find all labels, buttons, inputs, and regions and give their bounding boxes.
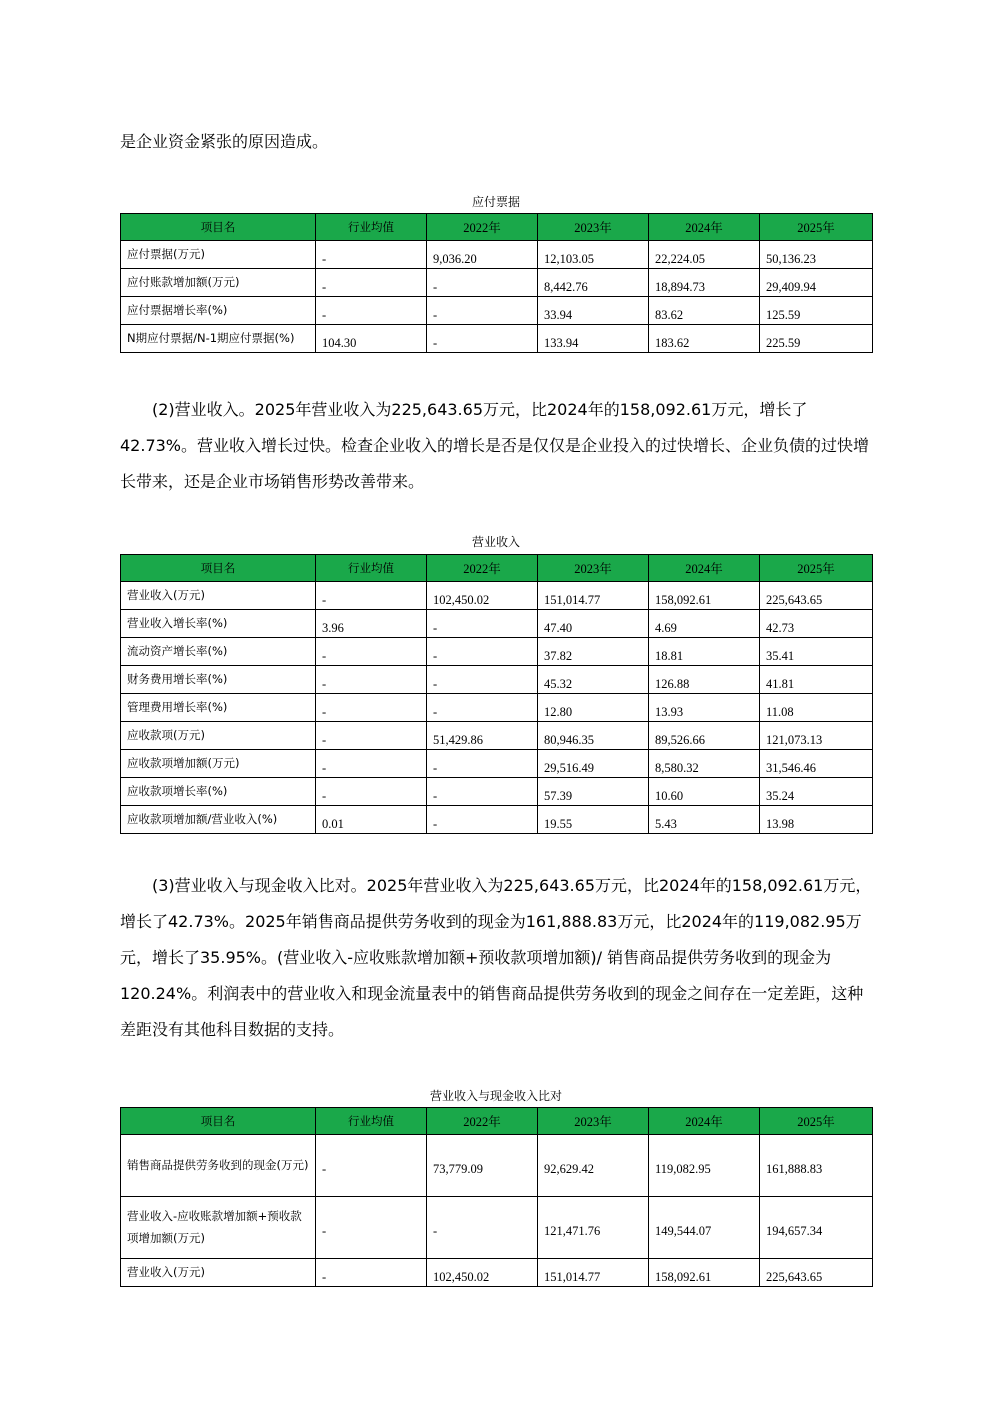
table-row bbox=[121, 638, 873, 666]
value-cell: 5.43 bbox=[649, 806, 760, 834]
value-cell: - bbox=[427, 1197, 538, 1259]
table-row bbox=[121, 1135, 873, 1197]
value-cell: 158,092.61 bbox=[649, 1259, 760, 1287]
value-cell: - bbox=[316, 666, 427, 694]
value-cell: 10.60 bbox=[649, 778, 760, 806]
value-cell: 35.41 bbox=[760, 638, 873, 666]
header-cell: 项目名 bbox=[121, 214, 316, 241]
row-label-cell: 应付票据增长率(%) bbox=[121, 297, 316, 325]
value-cell: 13.93 bbox=[649, 694, 760, 722]
value-cell: 12,103.05 bbox=[538, 241, 649, 269]
row-label-cell: 应收款项(万元) bbox=[121, 722, 316, 750]
header-cell: 行业均值 bbox=[316, 1108, 427, 1135]
header-cell: 2023年 bbox=[538, 214, 649, 241]
header-cell: 项目名 bbox=[121, 555, 316, 582]
value-cell: 11.08 bbox=[760, 694, 873, 722]
value-cell: 8,442.76 bbox=[538, 269, 649, 297]
header-cell: 2023年 bbox=[538, 1108, 649, 1135]
value-cell: - bbox=[316, 778, 427, 806]
row-label-cell: 流动资产增长率(%) bbox=[121, 638, 316, 666]
notes-payable-table bbox=[120, 213, 873, 353]
value-cell: 31,546.46 bbox=[760, 750, 873, 778]
value-cell: 18.81 bbox=[649, 638, 760, 666]
table-header-row bbox=[121, 555, 873, 582]
value-cell: 51,429.86 bbox=[427, 722, 538, 750]
table-row bbox=[121, 241, 873, 269]
header-cell: 2025年 bbox=[760, 214, 873, 241]
value-cell: 83.62 bbox=[649, 297, 760, 325]
value-cell: 121,073.13 bbox=[760, 722, 873, 750]
value-cell: 19.55 bbox=[538, 806, 649, 834]
value-cell: 0.01 bbox=[316, 806, 427, 834]
value-cell: 119,082.95 bbox=[649, 1135, 760, 1197]
value-cell: - bbox=[427, 806, 538, 834]
row-label-cell: 管理费用增长率(%) bbox=[121, 694, 316, 722]
table-row bbox=[121, 722, 873, 750]
value-cell: 183.62 bbox=[649, 325, 760, 353]
value-cell: 126.88 bbox=[649, 666, 760, 694]
table-caption-revenue-cash: 营业收入与现金收入比对 bbox=[429, 1089, 562, 1103]
header-cell: 2022年 bbox=[427, 1108, 538, 1135]
value-cell: 8,580.32 bbox=[649, 750, 760, 778]
table-row bbox=[121, 750, 873, 778]
table-row bbox=[121, 666, 873, 694]
row-label-cell: 营业收入-应收账款增加额+预收款项增加额(万元) bbox=[121, 1197, 316, 1259]
value-cell: 92,629.42 bbox=[538, 1135, 649, 1197]
table-row bbox=[121, 1259, 873, 1287]
table-row bbox=[121, 610, 873, 638]
value-cell: - bbox=[427, 666, 538, 694]
header-cell: 2023年 bbox=[538, 555, 649, 582]
value-cell: 33.94 bbox=[538, 297, 649, 325]
value-cell: 89,526.66 bbox=[649, 722, 760, 750]
paragraph-revenue: (2)营业收入。2025年营业收入为225,643.65万元，比2024年的158,092.61万元，增长了42.73%。营业收入增长过快。检查企业收入的增长是否是仅仅是企业投入的过快增长、企业负债的过快增长带来，还是企业市场销售形势改善带来。 bbox=[120, 400, 870, 491]
value-cell: 80,946.35 bbox=[538, 722, 649, 750]
value-cell: - bbox=[427, 610, 538, 638]
value-cell: 121,471.76 bbox=[538, 1197, 649, 1259]
value-cell: 47.40 bbox=[538, 610, 649, 638]
table-row bbox=[121, 269, 873, 297]
value-cell: 149,544.07 bbox=[649, 1197, 760, 1259]
value-cell: 158,092.61 bbox=[649, 582, 760, 610]
table-row bbox=[121, 297, 873, 325]
value-cell: 29,409.94 bbox=[760, 269, 873, 297]
value-cell: - bbox=[427, 750, 538, 778]
value-cell: 125.59 bbox=[760, 297, 873, 325]
row-label-cell: 应付票据(万元) bbox=[121, 241, 316, 269]
value-cell: - bbox=[427, 325, 538, 353]
value-cell: - bbox=[427, 694, 538, 722]
value-cell: - bbox=[427, 297, 538, 325]
value-cell: 225.59 bbox=[760, 325, 873, 353]
value-cell: - bbox=[427, 778, 538, 806]
header-cell: 项目名 bbox=[121, 1108, 316, 1135]
value-cell: 3.96 bbox=[316, 610, 427, 638]
table-caption-revenue: 营业收入 bbox=[471, 535, 520, 549]
value-cell: 73,779.09 bbox=[427, 1135, 538, 1197]
value-cell: - bbox=[316, 638, 427, 666]
value-cell: - bbox=[427, 638, 538, 666]
row-label-cell: 营业收入(万元) bbox=[121, 1259, 316, 1287]
row-label-cell: N期应付票据/N-1期应付票据(%) bbox=[121, 325, 316, 353]
value-cell: 37.82 bbox=[538, 638, 649, 666]
row-label-cell: 营业收入增长率(%) bbox=[121, 610, 316, 638]
table-caption-notes-payable: 应付票据 bbox=[471, 195, 520, 209]
header-cell: 2024年 bbox=[649, 555, 760, 582]
row-label-cell: 应付账款增加额(万元) bbox=[121, 269, 316, 297]
table-header-row bbox=[121, 214, 873, 241]
value-cell: 104.30 bbox=[316, 325, 427, 353]
value-cell: 35.24 bbox=[760, 778, 873, 806]
value-cell: - bbox=[316, 694, 427, 722]
value-cell: 151,014.77 bbox=[538, 582, 649, 610]
value-cell: - bbox=[316, 582, 427, 610]
value-cell: 102,450.02 bbox=[427, 582, 538, 610]
table-row bbox=[121, 1197, 873, 1259]
row-label-cell: 应收款项增加额(万元) bbox=[121, 750, 316, 778]
value-cell: 9,036.20 bbox=[427, 241, 538, 269]
header-cell: 2024年 bbox=[649, 214, 760, 241]
value-cell: 12.80 bbox=[538, 694, 649, 722]
table-row bbox=[121, 806, 873, 834]
value-cell: 4.69 bbox=[649, 610, 760, 638]
header-cell: 2024年 bbox=[649, 1108, 760, 1135]
value-cell: 151,014.77 bbox=[538, 1259, 649, 1287]
value-cell: 133.94 bbox=[538, 325, 649, 353]
paragraph-revenue-cash-comparison: (3)营业收入与现金收入比对。2025年营业收入为225,643.65万元，比2024年的158,092.61万元，增长了42.73%。2025年销售商品提供劳务收到的现金为161,888.83万元，比2024年的119,082.95万元，增长了35.95%。(营业收入-应收账款增加额+预收款项增加额)/ 销售商品提供劳务收到的现金为120.24%。利润表中的营业收入和现金流量表中的销售商品提供劳务收到的现金之间存在一定差距，这种差距没有其他科目数据的支持。 bbox=[120, 876, 872, 1039]
value-cell: 13.98 bbox=[760, 806, 873, 834]
table-row bbox=[121, 582, 873, 610]
header-cell: 2025年 bbox=[760, 1108, 873, 1135]
value-cell: - bbox=[316, 722, 427, 750]
row-label-cell: 应收款项增加额/营业收入(%) bbox=[121, 806, 316, 834]
value-cell: 102,450.02 bbox=[427, 1259, 538, 1287]
table-row bbox=[121, 325, 873, 353]
header-cell: 行业均值 bbox=[316, 214, 427, 241]
value-cell: - bbox=[316, 297, 427, 325]
value-cell: 225,643.65 bbox=[760, 582, 873, 610]
table-header-row bbox=[121, 1108, 873, 1135]
value-cell: - bbox=[316, 1197, 427, 1259]
row-label-cell: 营业收入(万元) bbox=[121, 582, 316, 610]
value-cell: 41.81 bbox=[760, 666, 873, 694]
value-cell: 50,136.23 bbox=[760, 241, 873, 269]
value-cell: 161,888.83 bbox=[760, 1135, 873, 1197]
row-label-cell: 应收款项增长率(%) bbox=[121, 778, 316, 806]
header-cell: 行业均值 bbox=[316, 555, 427, 582]
value-cell: - bbox=[316, 750, 427, 778]
value-cell: - bbox=[316, 269, 427, 297]
value-cell: 42.73 bbox=[760, 610, 873, 638]
value-cell: - bbox=[316, 241, 427, 269]
table-row bbox=[121, 778, 873, 806]
value-cell: - bbox=[427, 269, 538, 297]
revenue-table bbox=[120, 554, 873, 834]
value-cell: - bbox=[316, 1259, 427, 1287]
revenue-cash-table bbox=[120, 1107, 873, 1287]
row-label-cell: 销售商品提供劳务收到的现金(万元) bbox=[121, 1135, 316, 1197]
value-cell: 194,657.34 bbox=[760, 1197, 873, 1259]
value-cell: 225,643.65 bbox=[760, 1259, 873, 1287]
header-cell: 2025年 bbox=[760, 555, 873, 582]
value-cell: 22,224.05 bbox=[649, 241, 760, 269]
table-row bbox=[121, 694, 873, 722]
intro-text: 是企业资金紧张的原因造成。 bbox=[120, 132, 329, 151]
value-cell: 45.32 bbox=[538, 666, 649, 694]
value-cell: 29,516.49 bbox=[538, 750, 649, 778]
value-cell: 18,894.73 bbox=[649, 269, 760, 297]
header-cell: 2022年 bbox=[427, 214, 538, 241]
value-cell: 57.39 bbox=[538, 778, 649, 806]
header-cell: 2022年 bbox=[427, 555, 538, 582]
row-label-cell: 财务费用增长率(%) bbox=[121, 666, 316, 694]
value-cell: - bbox=[316, 1135, 427, 1197]
